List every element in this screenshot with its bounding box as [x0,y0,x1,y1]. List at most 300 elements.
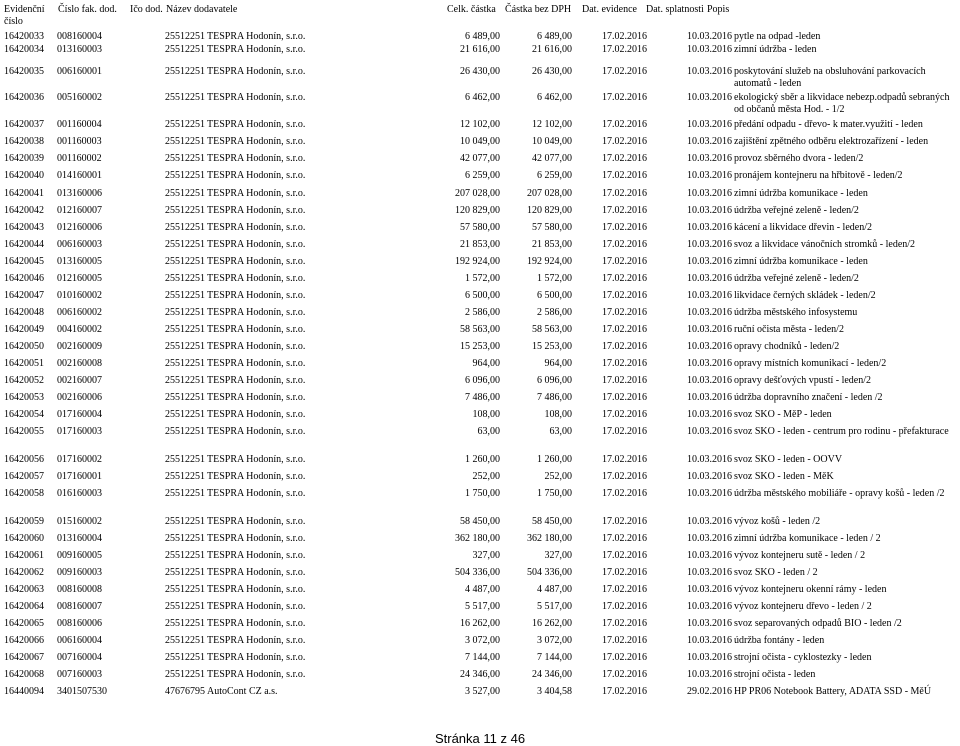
cell-celkova-castka: 63,00 [477,426,500,437]
cell-cislo-faktury: 017160003 [57,426,102,437]
cell-datum-evidence: 17.02.2016 [602,273,647,284]
cell-popis: strojní očista - cyklostezky - leden [734,652,872,663]
cell-datum-evidence: 17.02.2016 [602,324,647,335]
cell-popis: údržba fontány - leden [734,635,825,646]
cell-datum-evidence: 17.02.2016 [602,669,647,680]
cell-cislo-faktury: 010160002 [57,290,102,301]
cell-cislo-faktury: 008160006 [57,618,102,629]
header-evidencni: Evidenční [4,4,45,15]
cell-nazev-dodavatele: TESPRA Hodonín, s.r.o. [207,290,306,301]
cell-castka-bez-dph: 192 924,00 [527,256,572,267]
cell-ico: 25512251 [165,409,205,420]
cell-datum-splatnosti: 10.03.2016 [687,324,732,335]
cell-evidencni-cislo: 16420037 [4,119,44,130]
header-nazev: Název dodavatele [166,4,238,15]
cell-nazev-dodavatele: TESPRA Hodonín, s.r.o. [207,222,306,233]
cell-castka-bez-dph: 24 346,00 [532,669,572,680]
cell-ico: 25512251 [165,471,205,482]
cell-datum-evidence: 17.02.2016 [602,618,647,629]
cell-celkova-castka: 58 563,00 [460,324,500,335]
cell-celkova-castka: 120 829,00 [455,205,500,216]
cell-castka-bez-dph: 6 462,00 [537,92,572,103]
cell-evidencni-cislo: 16420041 [4,188,44,199]
cell-popis: pytle na odpad -leden [734,31,821,42]
cell-celkova-castka: 6 462,00 [465,92,500,103]
cell-ico: 25512251 [165,358,205,369]
cell-cislo-faktury: 016160003 [57,488,102,499]
cell-nazev-dodavatele: TESPRA Hodonín, s.r.o. [207,188,306,199]
cell-ico: 25512251 [165,426,205,437]
cell-cislo-faktury: 009160003 [57,567,102,578]
cell-cislo-faktury: 002160009 [57,341,102,352]
cell-datum-evidence: 17.02.2016 [602,358,647,369]
cell-celkova-castka: 6 489,00 [465,31,500,42]
cell-castka-bez-dph: 58 450,00 [532,516,572,527]
cell-datum-splatnosti: 10.03.2016 [687,256,732,267]
cell-castka-bez-dph: 327,00 [544,550,572,561]
cell-celkova-castka: 207 028,00 [455,188,500,199]
cell-castka-bez-dph: 207 028,00 [527,188,572,199]
cell-datum-splatnosti: 10.03.2016 [687,652,732,663]
cell-datum-splatnosti: 10.03.2016 [687,358,732,369]
cell-ico: 25512251 [165,136,205,147]
cell-nazev-dodavatele: TESPRA Hodonín, s.r.o. [207,426,306,437]
cell-popis: ekologický sběr a likvidace nebezp.odpadů sebraných od občanů města Hod. - 1/2 [734,92,950,115]
cell-evidencni-cislo: 16420046 [4,273,44,284]
cell-ico: 25512251 [165,273,205,284]
cell-celkova-castka: 192 924,00 [455,256,500,267]
cell-ico: 25512251 [165,205,205,216]
cell-cislo-faktury: 002160008 [57,358,102,369]
cell-celkova-castka: 108,00 [472,409,500,420]
cell-popis: údržba městského infosystemu [734,307,858,318]
cell-cislo-faktury: 009160005 [57,550,102,561]
cell-cislo-faktury: 006160004 [57,635,102,646]
cell-datum-splatnosti: 10.03.2016 [687,584,732,595]
cell-evidencni-cislo: 16420060 [4,533,44,544]
cell-evidencni-cislo: 16420068 [4,669,44,680]
cell-evidencni-cislo: 16420057 [4,471,44,482]
cell-datum-evidence: 17.02.2016 [602,136,647,147]
cell-datum-splatnosti: 10.03.2016 [687,66,732,77]
cell-cislo-faktury: 006160003 [57,239,102,250]
cell-celkova-castka: 6 259,00 [465,170,500,181]
cell-datum-splatnosti: 10.03.2016 [687,222,732,233]
cell-ico: 25512251 [165,170,205,181]
cell-evidencni-cislo: 16420042 [4,205,44,216]
cell-ico: 25512251 [165,222,205,233]
header-bez-dph: Částka bez DPH [505,4,572,15]
cell-ico: 25512251 [165,256,205,267]
cell-popis: údržba dopravního značení - leden /2 [734,392,883,403]
cell-datum-splatnosti: 10.03.2016 [687,273,732,284]
cell-evidencni-cislo: 16420056 [4,454,44,465]
cell-evidencni-cislo: 16420052 [4,375,44,386]
cell-popis: zimní údržba komunikace - leden / 2 [734,533,881,544]
cell-celkova-castka: 6 096,00 [465,375,500,386]
cell-datum-evidence: 17.02.2016 [602,119,647,130]
cell-castka-bez-dph: 2 586,00 [537,307,572,318]
cell-ico: 25512251 [165,488,205,499]
cell-popis: vývoz kontejneru dřevo - leden / 2 [734,601,872,612]
cell-nazev-dodavatele: TESPRA Hodonín, s.r.o. [207,31,306,42]
table-header [0,0,960,30]
cell-cislo-faktury: 008160007 [57,601,102,612]
cell-popis: vývoz košů - leden /2 [734,516,821,527]
cell-datum-splatnosti: 10.03.2016 [687,516,732,527]
cell-datum-evidence: 17.02.2016 [602,222,647,233]
cell-celkova-castka: 21 616,00 [460,44,500,55]
cell-celkova-castka: 327,00 [472,550,500,561]
header-evidence: Dat. evidence [582,4,637,15]
cell-evidencni-cislo: 16420036 [4,92,44,103]
cell-nazev-dodavatele: TESPRA Hodonín, s.r.o. [207,533,306,544]
cell-castka-bez-dph: 21 616,00 [532,44,572,55]
cell-nazev-dodavatele: TESPRA Hodonín, s.r.o. [207,669,306,680]
cell-datum-evidence: 17.02.2016 [602,488,647,499]
cell-popis: zimní údržba komunikace - leden [734,256,868,267]
cell-castka-bez-dph: 120 829,00 [527,205,572,216]
cell-datum-evidence: 17.02.2016 [602,652,647,663]
cell-popis: údržba veřejné zeleně - leden/2 [734,205,859,216]
cell-datum-splatnosti: 10.03.2016 [687,409,732,420]
cell-datum-splatnosti: 10.03.2016 [687,635,732,646]
cell-datum-splatnosti: 10.03.2016 [687,454,732,465]
cell-nazev-dodavatele: TESPRA Hodonín, s.r.o. [207,550,306,561]
cell-nazev-dodavatele: TESPRA Hodonín, s.r.o. [207,488,306,499]
cell-celkova-castka: 1 750,00 [465,488,500,499]
cell-evidencni-cislo: 16420038 [4,136,44,147]
cell-datum-splatnosti: 10.03.2016 [687,669,732,680]
cell-castka-bez-dph: 6 489,00 [537,31,572,42]
cell-castka-bez-dph: 1 260,00 [537,454,572,465]
cell-celkova-castka: 362 180,00 [455,533,500,544]
cell-evidencni-cislo: 16420061 [4,550,44,561]
cell-celkova-castka: 1 572,00 [465,273,500,284]
cell-celkova-castka: 504 336,00 [455,567,500,578]
cell-popis: kácení a likvidace dřevin - leden/2 [734,222,872,233]
cell-evidencni-cislo: 16440094 [4,686,44,697]
cell-datum-splatnosti: 10.03.2016 [687,471,732,482]
cell-datum-splatnosti: 29.02.2016 [687,686,732,697]
cell-nazev-dodavatele: TESPRA Hodonín, s.r.o. [207,584,306,595]
cell-nazev-dodavatele: TESPRA Hodonín, s.r.o. [207,516,306,527]
cell-ico: 25512251 [165,153,205,164]
cell-nazev-dodavatele: TESPRA Hodonín, s.r.o. [207,454,306,465]
cell-castka-bez-dph: 4 487,00 [537,584,572,595]
cell-datum-evidence: 17.02.2016 [602,307,647,318]
cell-datum-evidence: 17.02.2016 [602,239,647,250]
cell-popis: provoz sběrného dvora - leden/2 [734,153,864,164]
cell-celkova-castka: 7 486,00 [465,392,500,403]
cell-cislo-faktury: 015160002 [57,516,102,527]
cell-evidencni-cislo: 16420040 [4,170,44,181]
cell-popis: svoz SKO - leden - centrum pro rodinu - přefakturace [734,426,949,437]
cell-nazev-dodavatele: TESPRA Hodonín, s.r.o. [207,567,306,578]
cell-evidencni-cislo: 16420039 [4,153,44,164]
cell-castka-bez-dph: 5 517,00 [537,601,572,612]
cell-ico: 25512251 [165,66,205,77]
cell-celkova-castka: 15 253,00 [460,341,500,352]
cell-popis: opravy dešťových vpustí - leden/2 [734,375,872,386]
cell-datum-splatnosti: 10.03.2016 [687,375,732,386]
cell-datum-evidence: 17.02.2016 [602,516,647,527]
cell-cislo-faktury: 014160001 [57,170,102,181]
cell-nazev-dodavatele: TESPRA Hodonín, s.r.o. [207,409,306,420]
cell-celkova-castka: 12 102,00 [460,119,500,130]
cell-datum-splatnosti: 10.03.2016 [687,601,732,612]
cell-ico: 25512251 [165,239,205,250]
cell-castka-bez-dph: 26 430,00 [532,66,572,77]
cell-evidencni-cislo: 16420065 [4,618,44,629]
cell-datum-splatnosti: 10.03.2016 [687,307,732,318]
cell-datum-evidence: 17.02.2016 [602,375,647,386]
cell-ico: 25512251 [165,290,205,301]
cell-datum-splatnosti: 10.03.2016 [687,341,732,352]
header-cislo-fak: Číslo fak. dod. [58,4,117,15]
header-splatnost: Dat. splatnosti [646,4,704,15]
cell-castka-bez-dph: 58 563,00 [532,324,572,335]
cell-datum-evidence: 17.02.2016 [602,290,647,301]
cell-ico: 25512251 [165,31,205,42]
cell-castka-bez-dph: 362 180,00 [527,533,572,544]
cell-celkova-castka: 252,00 [472,471,500,482]
cell-ico: 25512251 [165,652,205,663]
cell-cislo-faktury: 008160008 [57,584,102,595]
cell-castka-bez-dph: 15 253,00 [532,341,572,352]
cell-evidencni-cislo: 16420044 [4,239,44,250]
cell-ico: 25512251 [165,324,205,335]
cell-evidencni-cislo: 16420055 [4,426,44,437]
cell-popis: svoz separovaných odpadů BIO - leden /2 [734,618,902,629]
cell-celkova-castka: 21 853,00 [460,239,500,250]
cell-castka-bez-dph: 7 486,00 [537,392,572,403]
cell-nazev-dodavatele: TESPRA Hodonín, s.r.o. [207,341,306,352]
cell-ico: 25512251 [165,392,205,403]
cell-celkova-castka: 964,00 [472,358,500,369]
cell-popis: strojní očista - leden [734,669,816,680]
cell-cislo-faktury: 007160004 [57,652,102,663]
cell-datum-evidence: 17.02.2016 [602,341,647,352]
cell-cislo-faktury: 005160002 [57,92,102,103]
cell-datum-splatnosti: 10.03.2016 [687,205,732,216]
cell-datum-evidence: 17.02.2016 [602,392,647,403]
cell-cislo-faktury: 012160007 [57,205,102,216]
cell-celkova-castka: 3 527,00 [465,686,500,697]
cell-ico: 25512251 [165,669,205,680]
cell-datum-evidence: 17.02.2016 [602,584,647,595]
cell-celkova-castka: 1 260,00 [465,454,500,465]
cell-datum-splatnosti: 10.03.2016 [687,188,732,199]
cell-datum-splatnosti: 10.03.2016 [687,392,732,403]
cell-ico: 25512251 [165,635,205,646]
cell-nazev-dodavatele: TESPRA Hodonín, s.r.o. [207,392,306,403]
cell-celkova-castka: 2 586,00 [465,307,500,318]
cell-datum-evidence: 17.02.2016 [602,31,647,42]
cell-cislo-faktury: 002160006 [57,392,102,403]
cell-cislo-faktury: 007160003 [57,669,102,680]
cell-nazev-dodavatele: TESPRA Hodonín, s.r.o. [207,119,306,130]
cell-popis: zimní údržba - leden [734,44,817,55]
cell-evidencni-cislo: 16420050 [4,341,44,352]
cell-castka-bez-dph: 108,00 [544,409,572,420]
cell-popis: pronájem kontejneru na hřbitově - leden/2 [734,170,903,181]
cell-ico: 25512251 [165,341,205,352]
cell-celkova-castka: 7 144,00 [465,652,500,663]
cell-datum-evidence: 17.02.2016 [602,188,647,199]
cell-cislo-faktury: 012160006 [57,222,102,233]
cell-ico: 25512251 [165,454,205,465]
cell-datum-evidence: 17.02.2016 [602,550,647,561]
cell-evidencni-cislo: 16420059 [4,516,44,527]
cell-popis: zimní údržba komunikace - leden [734,188,868,199]
cell-popis: HP PR06 Notebook Battery, ADATA SSD - MěÚ [734,686,932,697]
cell-castka-bez-dph: 252,00 [544,471,572,482]
cell-evidencni-cislo: 16420048 [4,307,44,318]
cell-evidencni-cislo: 16420045 [4,256,44,267]
cell-popis: ruční očista města - leden/2 [734,324,844,335]
cell-celkova-castka: 16 262,00 [460,618,500,629]
cell-nazev-dodavatele: TESPRA Hodonín, s.r.o. [207,136,306,147]
cell-datum-evidence: 17.02.2016 [602,567,647,578]
cell-castka-bez-dph: 57 580,00 [532,222,572,233]
cell-ico: 25512251 [165,44,205,55]
cell-celkova-castka: 6 500,00 [465,290,500,301]
cell-datum-evidence: 17.02.2016 [602,454,647,465]
cell-datum-splatnosti: 10.03.2016 [687,290,732,301]
cell-datum-splatnosti: 10.03.2016 [687,488,732,499]
cell-datum-splatnosti: 10.03.2016 [687,533,732,544]
cell-datum-splatnosti: 10.03.2016 [687,31,732,42]
cell-datum-splatnosti: 10.03.2016 [687,92,732,103]
cell-cislo-faktury: 017160001 [57,471,102,482]
cell-evidencni-cislo: 16420053 [4,392,44,403]
cell-ico: 25512251 [165,533,205,544]
cell-castka-bez-dph: 6 259,00 [537,170,572,181]
cell-castka-bez-dph: 964,00 [544,358,572,369]
cell-datum-evidence: 17.02.2016 [602,635,647,646]
cell-cislo-faktury: 012160005 [57,273,102,284]
cell-evidencni-cislo: 16420047 [4,290,44,301]
cell-castka-bez-dph: 6 096,00 [537,375,572,386]
cell-datum-evidence: 17.02.2016 [602,686,647,697]
cell-datum-splatnosti: 10.03.2016 [687,550,732,561]
cell-castka-bez-dph: 6 500,00 [537,290,572,301]
cell-evidencni-cislo: 16420043 [4,222,44,233]
cell-celkova-castka: 24 346,00 [460,669,500,680]
cell-nazev-dodavatele: TESPRA Hodonín, s.r.o. [207,618,306,629]
cell-celkova-castka: 10 049,00 [460,136,500,147]
cell-popis: údržba veřejné zeleně - leden/2 [734,273,859,284]
cell-nazev-dodavatele: TESPRA Hodonín, s.r.o. [207,170,306,181]
cell-datum-evidence: 17.02.2016 [602,409,647,420]
cell-datum-evidence: 17.02.2016 [602,92,647,103]
cell-castka-bez-dph: 1 750,00 [537,488,572,499]
cell-castka-bez-dph: 7 144,00 [537,652,572,663]
cell-celkova-castka: 3 072,00 [465,635,500,646]
cell-cislo-faktury: 013160004 [57,533,102,544]
cell-evidencni-cislo: 16420049 [4,324,44,335]
cell-datum-evidence: 17.02.2016 [602,153,647,164]
cell-evidencni-cislo: 16420062 [4,567,44,578]
cell-evidencni-cislo: 16420051 [4,358,44,369]
cell-evidencni-cislo: 16420035 [4,66,44,77]
cell-ico: 47676795 [165,686,205,697]
cell-popis: opravy místních komunikací - leden/2 [734,358,887,369]
cell-cislo-faktury: 006160001 [57,66,102,77]
cell-popis: svoz a likvidace vánočních stromků - leden/2 [734,239,916,250]
cell-nazev-dodavatele: TESPRA Hodonín, s.r.o. [207,273,306,284]
cell-datum-evidence: 17.02.2016 [602,66,647,77]
cell-cislo-faktury: 013160003 [57,44,102,55]
cell-nazev-dodavatele: TESPRA Hodonín, s.r.o. [207,256,306,267]
cell-popis: svoz SKO - MěP - leden [734,409,832,420]
cell-castka-bez-dph: 504 336,00 [527,567,572,578]
cell-nazev-dodavatele: TESPRA Hodonín, s.r.o. [207,358,306,369]
cell-cislo-faktury: 017160002 [57,454,102,465]
cell-datum-splatnosti: 10.03.2016 [687,136,732,147]
cell-evidencni-cislo: 16420066 [4,635,44,646]
cell-datum-evidence: 17.02.2016 [602,471,647,482]
cell-cislo-faktury: 001160002 [57,153,102,164]
cell-popis: opravy chodníků - leden/2 [734,341,840,352]
cell-nazev-dodavatele: TESPRA Hodonín, s.r.o. [207,635,306,646]
cell-castka-bez-dph: 10 049,00 [532,136,572,147]
cell-evidencni-cislo: 16420034 [4,44,44,55]
cell-evidencni-cislo: 16420058 [4,488,44,499]
cell-cislo-faktury: 001160003 [57,136,102,147]
cell-ico: 25512251 [165,516,205,527]
cell-nazev-dodavatele: TESPRA Hodonín, s.r.o. [207,307,306,318]
cell-nazev-dodavatele: AutoCont CZ a.s. [207,686,278,697]
cell-nazev-dodavatele: TESPRA Hodonín, s.r.o. [207,153,306,164]
cell-popis: poskytování služeb na obsluhování parkovacích automatů - leden [734,66,926,89]
cell-nazev-dodavatele: TESPRA Hodonín, s.r.o. [207,239,306,250]
cell-celkova-castka: 4 487,00 [465,584,500,595]
cell-datum-evidence: 17.02.2016 [602,44,647,55]
cell-datum-evidence: 17.02.2016 [602,256,647,267]
cell-popis: předání odpadu - dřevo- k mater.využití - leden [734,119,923,130]
cell-popis: likvidace černých skládek - leden/2 [734,290,876,301]
cell-nazev-dodavatele: TESPRA Hodonín, s.r.o. [207,471,306,482]
cell-ico: 25512251 [165,567,205,578]
cell-popis: zajištění zpětného odběru elektrozařízení - leden [734,136,929,147]
cell-nazev-dodavatele: TESPRA Hodonín, s.r.o. [207,324,306,335]
cell-nazev-dodavatele: TESPRA Hodonín, s.r.o. [207,92,306,103]
cell-castka-bez-dph: 21 853,00 [532,239,572,250]
cell-popis: svoz SKO - leden - OOVV [734,454,843,465]
cell-ico: 25512251 [165,618,205,629]
cell-ico: 25512251 [165,119,205,130]
cell-ico: 25512251 [165,550,205,561]
cell-evidencni-cislo: 16420063 [4,584,44,595]
cell-datum-splatnosti: 10.03.2016 [687,44,732,55]
cell-celkova-castka: 42 077,00 [460,153,500,164]
cell-datum-splatnosti: 10.03.2016 [687,239,732,250]
cell-evidencni-cislo: 16420067 [4,652,44,663]
cell-popis: svoz SKO - leden / 2 [734,567,818,578]
cell-nazev-dodavatele: TESPRA Hodonín, s.r.o. [207,652,306,663]
cell-castka-bez-dph: 12 102,00 [532,119,572,130]
cell-datum-splatnosti: 10.03.2016 [687,170,732,181]
cell-evidencni-cislo: 16420064 [4,601,44,612]
cell-celkova-castka: 57 580,00 [460,222,500,233]
cell-cislo-faktury: 004160002 [57,324,102,335]
cell-castka-bez-dph: 3 072,00 [537,635,572,646]
header-ico: Ičo dod. [130,4,163,15]
cell-castka-bez-dph: 1 572,00 [537,273,572,284]
cell-evidencni-cislo: 16420054 [4,409,44,420]
